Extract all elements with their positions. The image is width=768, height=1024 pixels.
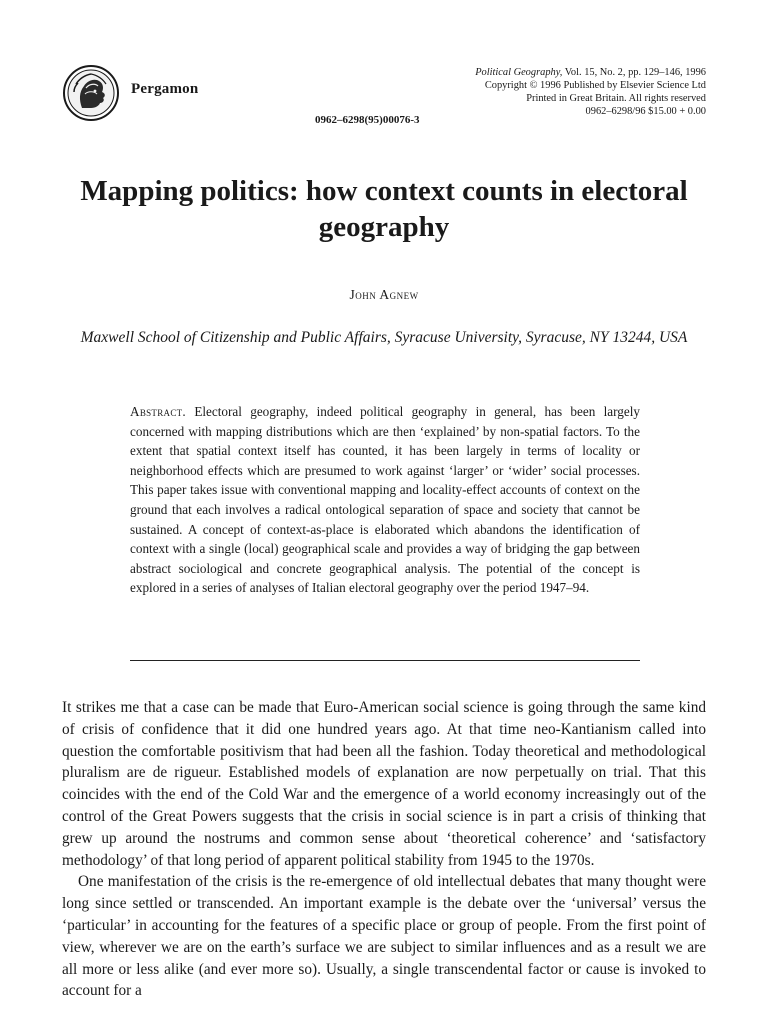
price-line: 0962–6298/96 $15.00 + 0.00 [585,106,706,117]
publisher-name: Pergamon [131,81,199,97]
abstract [130,402,640,598]
journal-line [475,66,706,79]
printed-line: Printed in Great Britain. All rights reserved [526,93,706,104]
abstract-divider [130,660,640,661]
article-doi: 0962–6298(95)00076-3 [315,114,420,126]
journal-citation-block [475,66,706,118]
journal-volume-pages: Vol. 15, No. 2, pp. 129–146, 1996 [562,67,706,78]
body-paragraph: One manifestation of the crisis is the re-emergence of old intellectual debates that many thought were long since settled or transcended. An important example is the debate over the ‘universal’ versus the ‘particular’ in accounting for the features of a specific place or group of people. From the first point of view, wherever we are on the earth’s surface we are subject to similar influences and as a result we are all more or less alike (and ever more so). Usually, a single transcendental factor or cause is invoked to account for a [62,873,706,1000]
author-affiliation: Maxwell School of Citizenship and Public Affairs, Syracuse University, Syracuse, NY 13244, USA [80,329,688,346]
body-paragraph: It strikes me that a case can be made that Euro-American social science is going through the same kind of crisis of confidence that it did one hundred years ago. At that time neo-Kantianism called into question the comfortable positivism that had been all the fashion. Today theoretical and methodological pluralism are de rigueur. Established models of explanation are now perpetually on trial. That this coincides with the end of the Cold War and the emergence of a world economy increasingly out of the control of the Great Powers suggests that the crisis in social science is in part a crisis of thinking that grew up around the nostrums and common sense about ‘theoretical coherence’ and ‘satisfactory methodology’ of that long period of apparent political stability from 1945 to the 1970s. [62,699,706,869]
pergamon-tree-logo-icon [62,64,120,122]
abstract-label: Abstract. [130,404,187,419]
abstract-text: Electoral geography, indeed political geography in general, has been largely concerned with mapping distributions which are then ‘explained’ by non-spatial factors. To the extent that spatial context itself has counted, it has been largely in terms of locality or neighborhood effects which are presumed to work against ‘larger’ or ‘wider’ social processes. This paper takes issue with conventional mapping and locality-effect accounts of context on the ground that each involves a radical ontological separation of space and society that cannot be sustained. A concept of context-as-place is elaborated which abandons the identification of context with a single (local) geographical scale and provides a way of bridging the gap between abstract sociological and concrete geographical analysis. The potential of the concept is explored in a series of analyses of Italian electoral geography over the period 1947–94. [130,404,640,596]
copyright-line: Copyright © 1996 Published by Elsevier Science Ltd [484,80,706,91]
journal-name: Political Geography, [475,67,563,78]
article-body [62,697,706,1002]
article-title: Mapping politics: how context counts in electoral geography [80,175,688,243]
pergamon-logo [62,64,120,122]
article-author: John Agnew [349,287,419,302]
